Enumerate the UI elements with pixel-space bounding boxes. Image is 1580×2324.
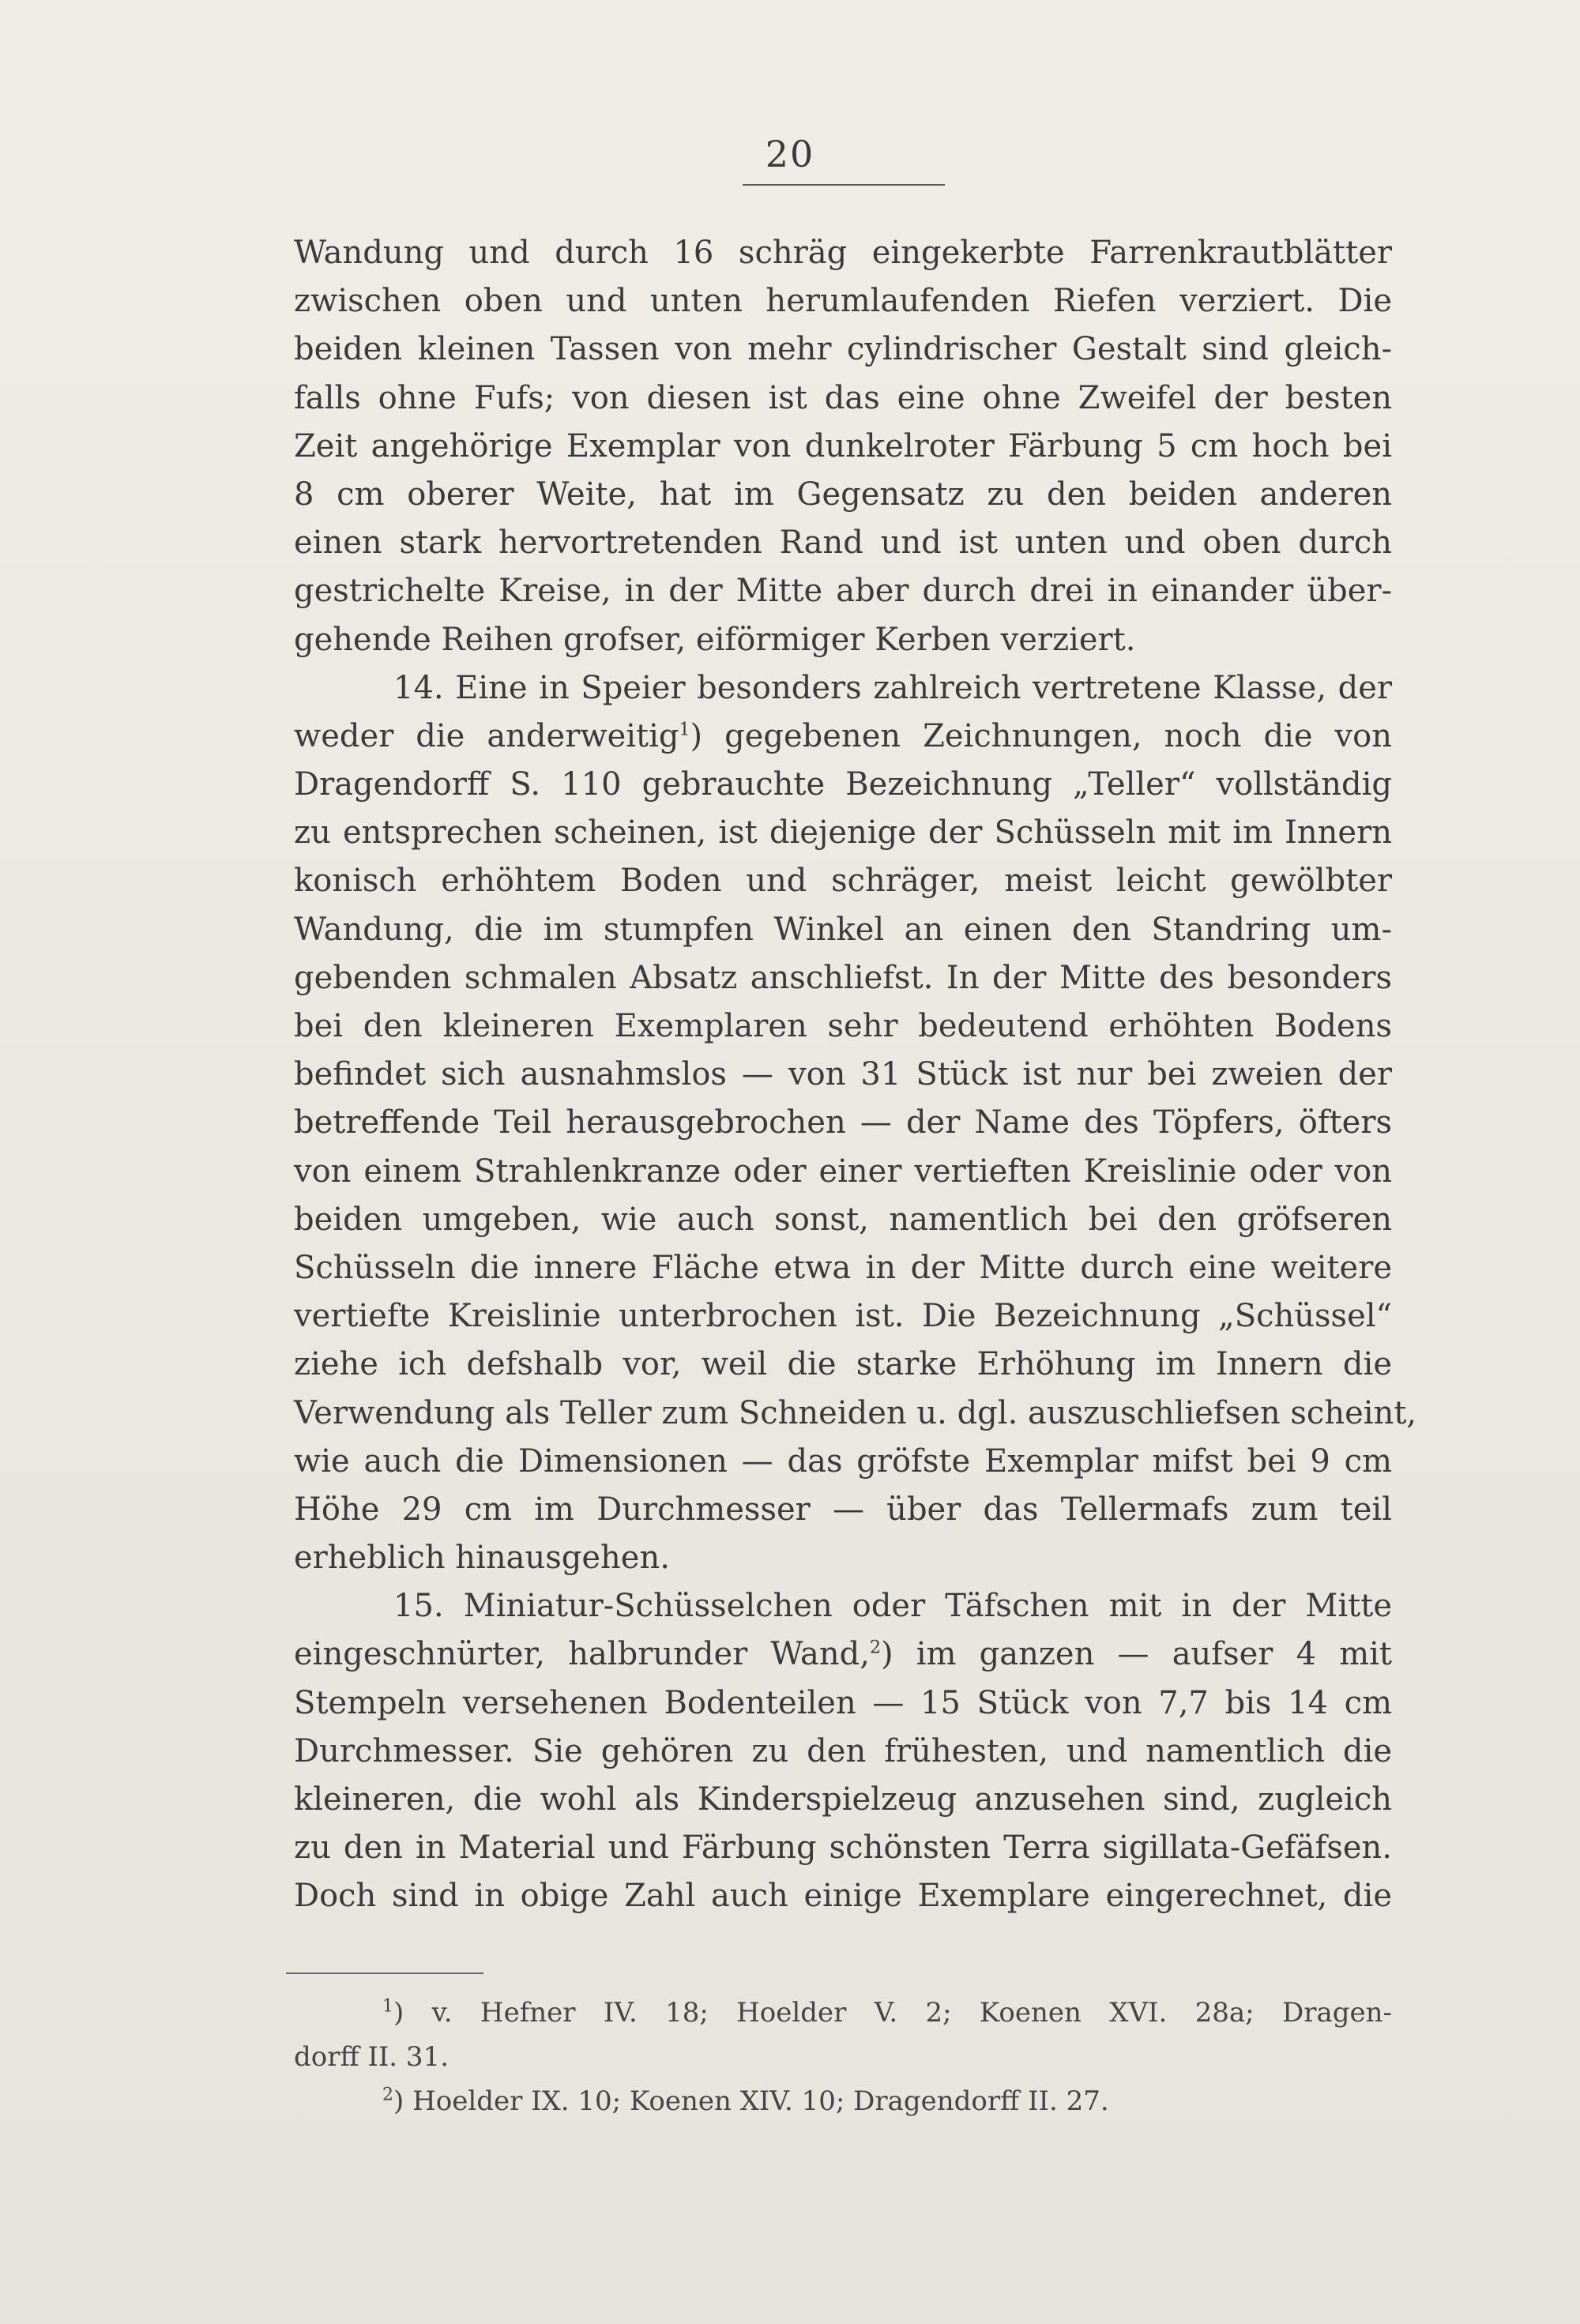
text-line: Dragendorff S. 110 gebrauchte Bezeichnung „Teller“ vollständig: [294, 766, 1392, 803]
footnote-text: ) v. Hefner IV. 18; Hoelder V. 2; Koenen XVI. 28a; Dragen-: [393, 1997, 1392, 2029]
text-line: Durchmesser. Sie gehören zu den frühesten, und namentlich die: [294, 1732, 1392, 1769]
text-line: gestrichelte Kreise, in der Mitte aber durch drei in einander über-: [294, 573, 1392, 610]
text-line: gehende Reihen grofser, eiförmiger Kerben verziert.: [294, 621, 1136, 658]
text-line: Verwendung als Teller zum Schneiden u. dgl. auszuschliefsen scheint,: [294, 1394, 1417, 1431]
text-line-with-note: [294, 713, 1392, 761]
text-line: erheblich hinausgehen.: [294, 1540, 670, 1577]
text-line: 15. Miniatur-Schüsselchen oder Täfschen mit in der Mitte: [393, 1588, 1392, 1625]
text-line: zwischen oben und unten herumlaufenden Riefen verziert. Die: [294, 283, 1392, 320]
text-line: beiden umgeben, wie auch sonst, namentlich bei den gröfseren: [294, 1201, 1392, 1238]
body-text: [294, 229, 1417, 1921]
text-fragment: ) im ganzen — aufser 4 mit: [880, 1636, 1392, 1673]
footnote-marker: 1: [382, 1996, 393, 2017]
text-line: konisch erhöhtem Boden und schräger, meist leicht gewölbter: [294, 863, 1392, 900]
footnote-ref: 1: [679, 720, 690, 740]
text-line: ziehe ich defshalb vor, weil die starke Erhöhung im Innern die: [294, 1346, 1392, 1383]
text-fragment: eingeschnürter, halbrunder Wand,: [294, 1636, 870, 1673]
header-rule: [743, 184, 945, 186]
text-line: bei den kleineren Exemplaren sehr bedeutend erhöhten Bodens: [294, 1008, 1392, 1044]
text-line-with-note: [294, 1630, 1392, 1679]
text-fragment: ) gegebenen Zeichnungen, noch die von: [690, 717, 1392, 754]
text-line: Stempeln versehenen Bodenteilen — 15 Stück von 7,7 bis 14 cm: [294, 1684, 1392, 1721]
text-line: von einem Strahlenkranze oder einer vertieften Kreislinie oder von: [294, 1153, 1392, 1190]
footnotes: [294, 1991, 1392, 2123]
text-line: Höhe 29 cm im Durchmesser — über das Tellermafs zum teil: [294, 1491, 1392, 1528]
text-line: beiden kleinen Tassen von mehr cylindrischer Gestalt sind gleich-: [294, 331, 1392, 368]
footnote-text: ) Hoelder IX. 10; Koenen XIV. 10; Dragendorff II. 27.: [393, 2085, 1109, 2117]
text-line: wie auch die Dimensionen — das gröfste Exemplar mifst bei 9 cm: [294, 1442, 1392, 1480]
text-line: falls ohne Fufs; von diesen ist das eine ohne Zweifel der besten: [294, 379, 1392, 416]
footnote-rule: [286, 1972, 483, 1974]
text-line: zu entsprechen scheinen, ist diejenige der Schüsseln mit im Innern: [294, 814, 1392, 852]
footnote: [294, 1991, 1392, 2035]
text-line: befindet sich ausnahmslos — von 31 Stück ist nur bei zweien der: [294, 1056, 1392, 1093]
footnote-continuation: dorff II. 31.: [294, 2041, 449, 2073]
text-fragment: weder die anderweitig: [294, 717, 679, 754]
page-number: 20: [765, 133, 815, 175]
text-line: betreffende Teil herausgebrochen — der Name des Töpfers, öfters: [294, 1104, 1392, 1141]
text-line: zu den in Material und Färbung schönsten Terra sigillata-Gefäfsen.: [294, 1829, 1392, 1867]
footnote: [294, 2079, 1392, 2123]
text-line: Schüsseln die innere Fläche etwa in der Mitte durch eine weitere: [294, 1249, 1392, 1286]
text-line: gebenden schmalen Absatz anschliefst. In der Mitte des besonders: [294, 959, 1392, 996]
text-line: einen stark hervortretenden Rand und ist unten und oben durch: [294, 525, 1392, 562]
text-line: kleineren, die wohl als Kinderspielzeug anzusehen sind, zugleich: [294, 1781, 1392, 1818]
text-line: 14. Eine in Speier besonders zahlreich vertretene Klasse, der: [393, 669, 1392, 706]
text-line: Zeit angehörige Exemplar von dunkelroter Färbung 5 cm hoch bei: [294, 427, 1392, 464]
text-line: Doch sind in obige Zahl auch einige Exemplare eingerechnet, die: [294, 1878, 1392, 1915]
footnote-ref: 2: [869, 1638, 881, 1659]
text-line: vertiefte Kreislinie unterbrochen ist. Die Bezeichnung „Schüssel“: [294, 1298, 1392, 1335]
text-line: Wandung und durch 16 schräg eingekerbte Farrenkrautblätter: [294, 235, 1392, 271]
footnote-marker: 2: [382, 2085, 393, 2105]
text-line: Wandung, die im stumpfen Winkel an einen den Standring um-: [294, 911, 1392, 948]
text-line: 8 cm oberer Weite, hat im Gegensatz zu den beiden anderen: [294, 476, 1392, 513]
